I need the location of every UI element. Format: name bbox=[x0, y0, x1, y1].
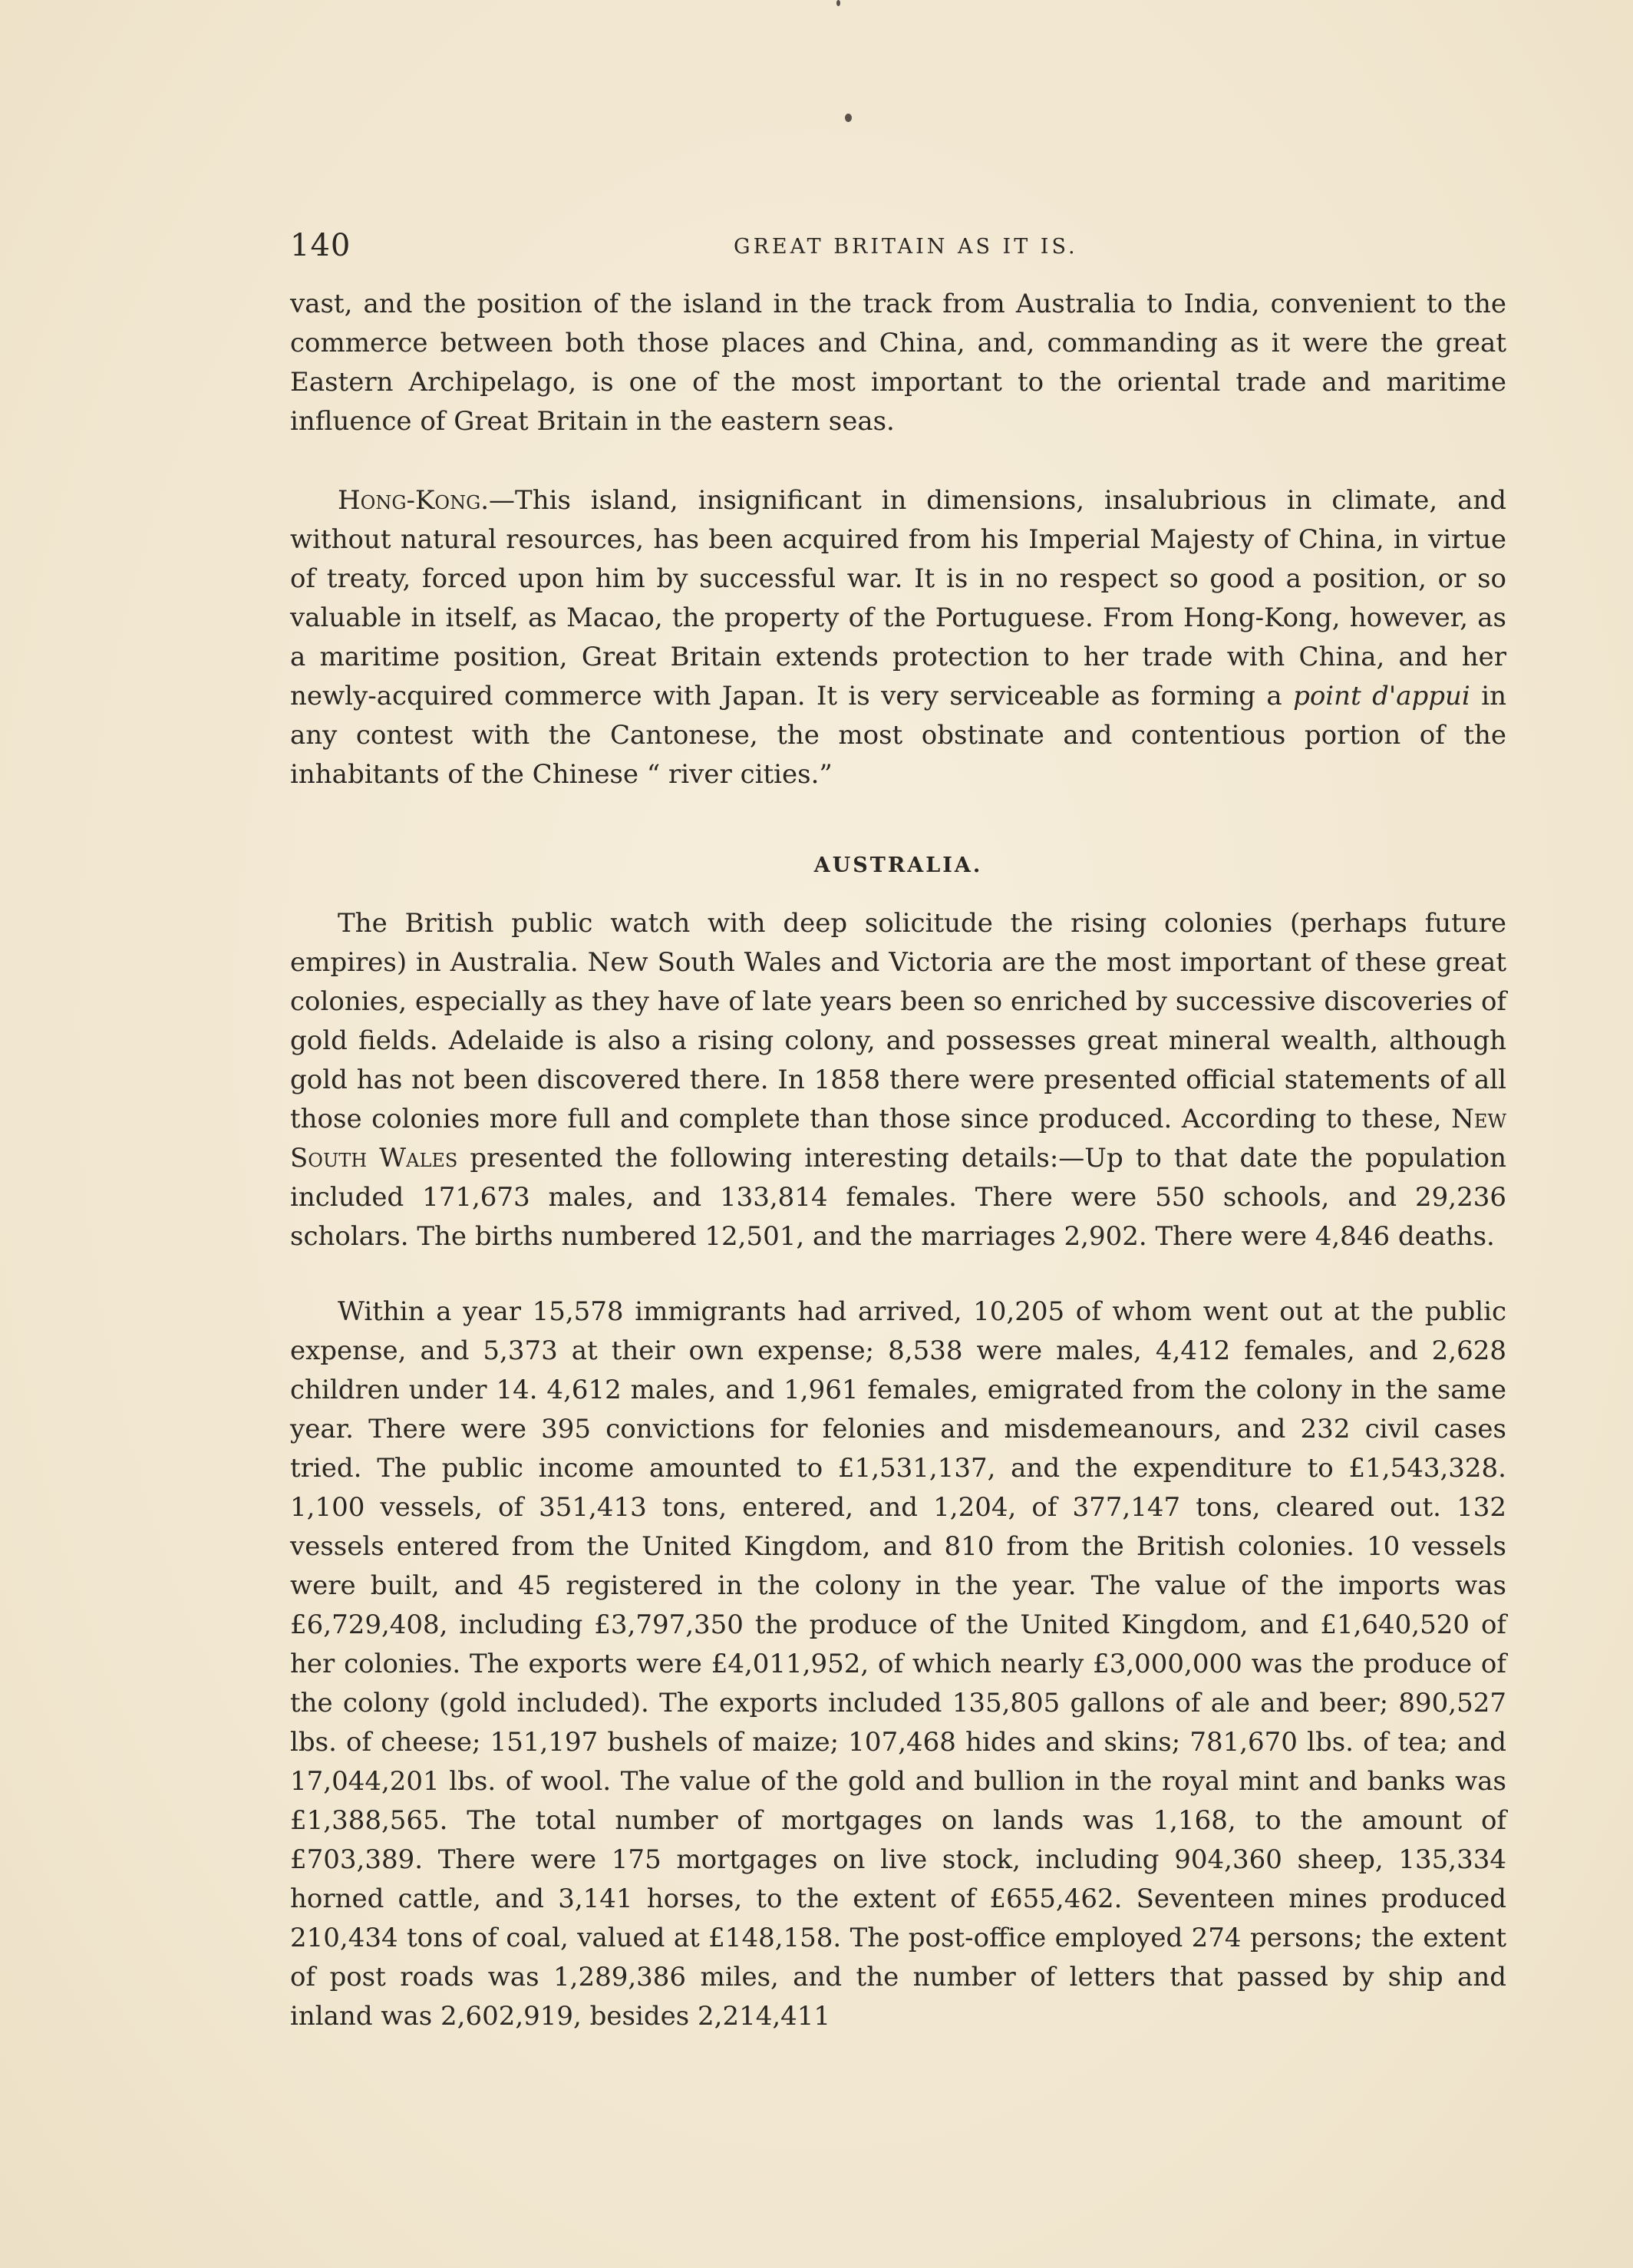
hong-kong-text-end: in any contest with the Cantonese, the most obstinate and contentious portion of the inhabitants of the Chinese “ river cities.” bbox=[290, 681, 1506, 790]
ink-speck bbox=[836, 0, 840, 6]
australia-intro-text: The British public watch with deep solicitude the rising colonies (perhaps future empires) in Australia. New South Wales and Victoria are the most important of these great colonies, especially as they have of late years been so enriched by successive discoveries of gold fields. Adelaide is also a rising colony, and possesses great mineral wealth, although gold has not been discovered there. In 1858 there were presented official statements of all those colonies more full and complete than those since produced. According to these, bbox=[290, 908, 1506, 1134]
section-heading-australia: AUSTRALIA. bbox=[813, 853, 983, 877]
hong-kong-italic-phrase: point d'appui bbox=[1293, 681, 1470, 711]
new-south-wales-smallcaps: New South Wales bbox=[290, 1104, 1506, 1174]
ink-speck bbox=[845, 114, 852, 122]
paragraph-continuation: vast, and the position of the island in the track from Australia to India, convenient to the commerce between both those places and China, and, commanding as it were the great Eastern Archipelago, is one of the most important to the oriental trade and maritime influence of Great Britain in the eastern seas. bbox=[290, 289, 1506, 437]
hong-kong-lead: Hong-Kong. bbox=[338, 485, 490, 516]
running-title: GREAT BRITAIN AS IT IS. bbox=[734, 235, 1078, 259]
paragraph-australia-details: Within a year 15,578 immigrants had arrived, 10,205 of whom went out at the public expense, and 5,373 at their own expense; 8,538 were males, 4,412 females, and 2,628 children under 14. 4,612 males, and 1,961 females, emigrated from the colony in the same year. There were 395 convictions for felonies and misdemeanours, and 232 civil cases tried. The public income amounted to £1,531,137, and the expenditure to £1,543,328. 1,100 vessels, of 351,413 tons, entered, and 1,204, of 377,147 tons, cleared out. 132 vessels entered from the United Kingdom, and 810 from the British colonies. 10 vessels were built, and 45 registered in the colony in the year. The value of the imports was £6,729,408, including £3,797,350 the produce of the United Kingdom, and £1,640,520 of her colonies. The exports were £4,011,952, of which nearly £3,000,000 was the produce of the colony (gold included). The exports included 135,805 gallons of ale and beer; 890,527 lbs. of cheese; 151,197 bushels of maize; 107,468 hides and skins; 781,670 lbs. of tea; and 17,044,201 lbs. of wool. The value of the gold and bullion in the royal mint and banks was £1,388,565. The total number of mortgages on lands was 1,168, to the amount of £703,389. There were 175 mortgages on live stock, including 904,360 sheep, 135,334 horned cattle, and 3,141 horses, to the extent of £655,462. Seventeen mines produced 210,434 tons of coal, valued at £148,158. The post-office employed 274 persons; the extent of post roads was 1,289,386 miles, and the number of letters that passed by ship and inland was 2,602,919, besides 2,214,411 bbox=[290, 1296, 1506, 2032]
page-number: 140 bbox=[290, 228, 351, 263]
paragraph-hong-kong bbox=[290, 481, 1506, 794]
australia-intro-text-end: presented the following interesting details:—Up to that date the population included 171,673 males, and 133,814 females. There were 550 schools, and 29,236 scholars. The births numbered 12,501, and the marriages 2,902. There were 4,846 deaths. bbox=[290, 1143, 1506, 1252]
running-head bbox=[290, 224, 1506, 270]
hong-kong-text: —This island, insignificant in dimensions, insalubrious in climate, and without natural resources, has been acquired from his Imperial Majesty of China, in virtue of treaty, forced upon him by successful war. It is in no respect so good a position, or so valuable in itself, as Macao, the property of the Portuguese. From Hong-Kong, however, as a maritime position, Great Britain extends protection to her trade with China, and her newly-acquired commerce with Japan. It is very serviceable as forming a bbox=[290, 485, 1506, 711]
paragraph-australia-intro bbox=[290, 904, 1506, 1256]
